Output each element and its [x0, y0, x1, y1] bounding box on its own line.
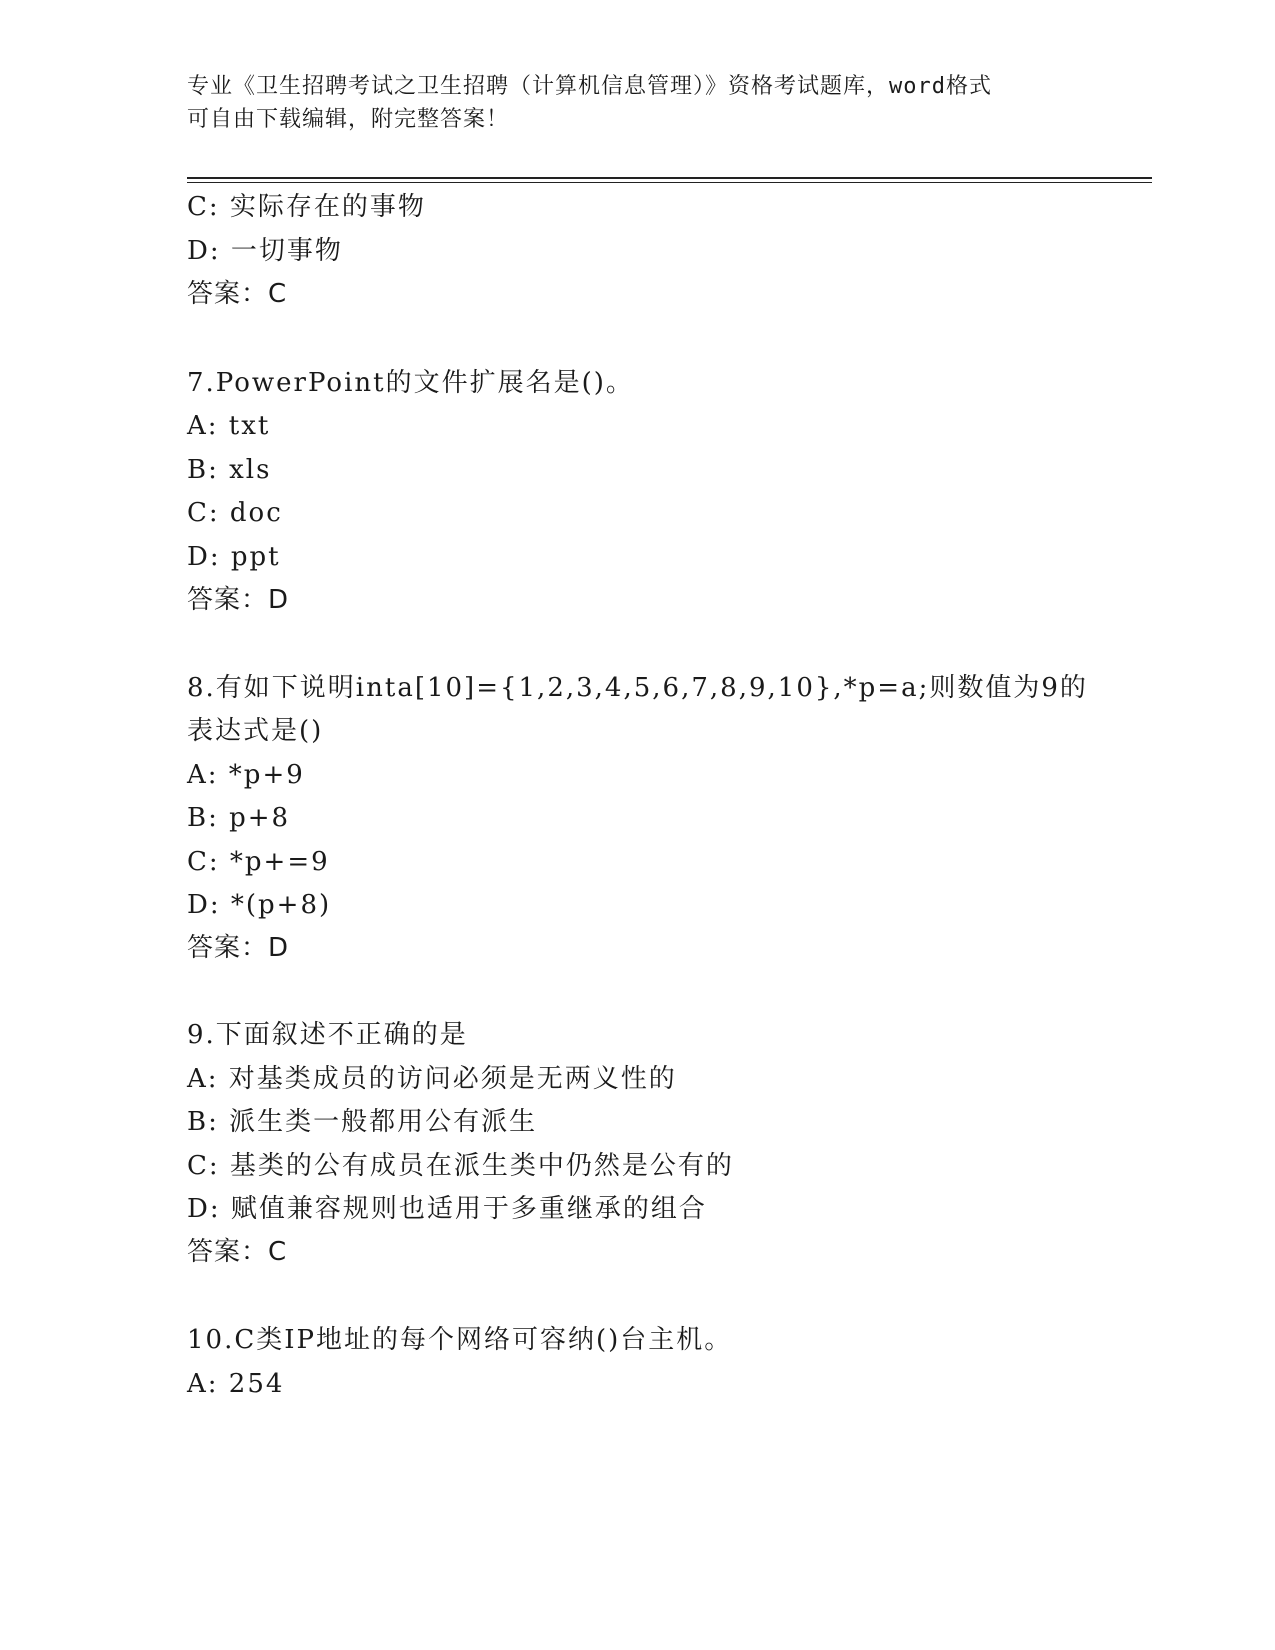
answer: 答案：D [187, 585, 290, 615]
answer: 答案：D [187, 933, 290, 963]
option-c: C: doc [187, 498, 283, 528]
option-d: D: 一切事物 [187, 236, 343, 266]
option-a: A: *p+9 [187, 760, 305, 790]
option-c: C: 基类的公有成员在派生类中仍然是公有的 [187, 1151, 734, 1181]
option-a: A: 254 [187, 1369, 285, 1399]
document-header [187, 70, 1087, 136]
option-b: B: p+8 [187, 803, 291, 833]
header-line-2: 可自由下载编辑，附完整答案！ [187, 107, 510, 132]
answer: 答案：C [187, 279, 288, 309]
option-d: D: ppt [187, 542, 281, 572]
header-divider [187, 177, 1152, 179]
option-b: B: 派生类一般都用公有派生 [187, 1107, 538, 1137]
question-stem: 10.C类IP地址的每个网络可容纳()台主机。 [187, 1325, 733, 1355]
question-stem: 8.有如下说明inta[10]={1,2,3,4,5,6,7,8,9,10},*p=a;则数值为9的 [187, 673, 1088, 703]
answer: 答案：C [187, 1237, 288, 1267]
header-divider-thin [187, 182, 1152, 183]
option-d: D: *(p+8) [187, 890, 332, 920]
option-a: A: 对基类成员的访问必须是无两义性的 [187, 1064, 677, 1094]
option-c: C: 实际存在的事物 [187, 192, 426, 222]
question-stem-continued: 表达式是() [187, 716, 324, 746]
header-line-1: 专业《卫生招聘考试之卫生招聘（计算机信息管理）》资格考试题库，word格式 [187, 74, 992, 99]
option-d: D: 赋值兼容规则也适用于多重继承的组合 [187, 1194, 707, 1224]
option-b: B: xls [187, 455, 272, 485]
question-stem: 7.PowerPoint的文件扩展名是()。 [187, 368, 634, 398]
option-a: A: txt [187, 411, 271, 441]
option-c: C: *p+=9 [187, 847, 330, 877]
question-stem: 9.下面叙述不正确的是 [187, 1020, 468, 1050]
